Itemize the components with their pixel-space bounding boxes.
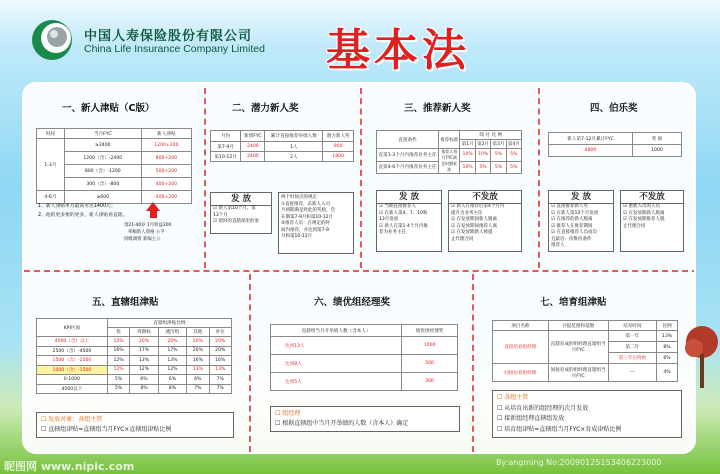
box-line: ☑ 在直接推荐人员成员: [549, 230, 613, 237]
box-line: ☑ 直接推荐新人奖: [549, 204, 613, 211]
box-line: ☐ 培育组津贴=直辖组当月FYC×育成津贴比例: [497, 425, 677, 436]
table-cell: 6%: [158, 375, 186, 385]
table-cell: 4800: [549, 145, 633, 157]
table-cell: —: [608, 364, 656, 382]
table-header: 直辖组津贴比例: [107, 319, 231, 328]
box-line: ☑ 在新人第13个月发放: [549, 211, 613, 218]
table-cell: 1-3月: [37, 139, 65, 191]
table-cell: 第二年: [608, 342, 656, 353]
table-cell: 2500（含）-4500: [37, 346, 108, 356]
table-cell: 1000: [633, 145, 682, 157]
table-cell: 16%: [209, 356, 231, 366]
table-header: 透泻组: [158, 328, 186, 337]
table-header: 绩 付 比 例: [460, 131, 522, 140]
box-title: 发 放: [211, 193, 271, 206]
table-cell: 第三年后终始: [608, 353, 656, 364]
table-cell: 13%: [130, 356, 158, 366]
table-cell: 300: [402, 373, 458, 391]
box-line: 止代理合同: [623, 223, 646, 229]
section-title: 二、潜力新人奖: [232, 103, 299, 114]
table-header: 第3月: [491, 140, 506, 149]
box-line: ☑ 在发放期推荐人脱: [621, 217, 683, 224]
table-cell: 达到5人: [271, 373, 402, 391]
table-cell: 16%: [107, 346, 129, 356]
handwritten-note-2: 率额新人资格 公平: [128, 230, 165, 235]
table-cell: 8%: [130, 384, 158, 394]
table-cell: 7%: [187, 384, 209, 394]
table-cell: 5%: [107, 384, 129, 394]
table-header: 直接条件: [377, 131, 439, 149]
table-cell: 2人: [265, 152, 323, 162]
table-header: 奖 励: [633, 133, 682, 145]
box-line: ②推荐人员：在规定的时: [281, 221, 331, 226]
excellent-manager-table: [270, 324, 458, 391]
box-line: ☑ 在发放期新人脱离: [621, 211, 683, 218]
box-title: 发 放: [377, 191, 441, 204]
box-line: ☑ 在新人第4、7、10和: [377, 211, 441, 218]
table-cell: 6%: [657, 353, 678, 364]
direct-group-rules-box: [36, 412, 234, 438]
section-title: 五、直辖组津贴: [92, 297, 159, 308]
table-cell: 2400: [241, 142, 265, 152]
table-cell: 达到13人: [271, 337, 402, 355]
table-cell: 1500（含）-2500: [37, 356, 108, 366]
box-line: ☐ 根据直辖组中当月开举绩的人数（含本人）确定: [275, 419, 455, 429]
table-cell: 800+200: [141, 152, 191, 165]
tree-icon: [684, 318, 720, 388]
table-cell: 15%: [107, 337, 129, 347]
company-name-cn: 中国人寿保险股份有限公司: [84, 29, 253, 44]
table-cell: 5%: [107, 375, 129, 385]
table-header: 补位: [209, 328, 231, 337]
box-line: ☐ 组经理: [275, 409, 455, 419]
table-cell: ≥600: [64, 191, 141, 204]
up-arrow-stem: [150, 211, 157, 218]
content-board: [22, 82, 696, 454]
table-cell: 间接培育组经理: [493, 364, 549, 382]
divider: [538, 88, 540, 268]
table-cell: 2400: [241, 152, 265, 162]
table-cell: 8%: [158, 384, 186, 394]
table-cell: 20%: [187, 346, 209, 356]
table-cell: 直第1-3个月内推荐业务主任: [377, 149, 439, 162]
table-header: 优: [107, 328, 129, 337]
table-cell: 8%: [657, 342, 678, 353]
box-line: ☑ 新人在第1-4个月内推: [377, 224, 441, 231]
table-header: 其他: [187, 328, 209, 337]
table-cell: 4-6月: [37, 191, 65, 204]
bole-table: [548, 132, 682, 157]
issue-box: [210, 192, 272, 234]
table-header: 潜力新人奖: [323, 131, 354, 142]
table-cell: 500+200: [141, 165, 191, 178]
box-line: 在期第7-9月和第10-12月: [281, 214, 333, 220]
note-2: 2、他的更多要的更多，新人津贴看直辖。: [38, 213, 128, 218]
divider: [472, 274, 474, 452]
table-cell: 900: [323, 142, 354, 152]
table-header: 项目名称: [493, 321, 549, 331]
table-cell: 4500以下: [37, 384, 108, 394]
table-cell: 500: [402, 355, 458, 373]
box-line: 13月发放: [379, 217, 399, 222]
table-header: 推荐标准: [439, 131, 460, 149]
table-cell: 16%: [187, 356, 209, 366]
table-cell: 13%: [657, 331, 678, 342]
table-cell: 第7-9月: [211, 142, 241, 152]
table-header: 新人第7-12月累计FYC: [549, 133, 633, 145]
box-line: 且最近一次维持条件: [551, 236, 592, 242]
table-cell: 12%: [130, 365, 158, 375]
table-cell: 5%: [491, 161, 506, 174]
table-cell: 17%: [130, 346, 158, 356]
issue-box: [548, 190, 614, 252]
table-cell: 13%: [158, 356, 186, 366]
box-line: ☑ 当期直接推荐人: [377, 204, 441, 211]
referral-table: [376, 130, 522, 174]
table-cell: 800（含）-1200: [64, 165, 141, 178]
company-name-en: China Life Insurance Company Limited: [84, 43, 265, 55]
table-cell: 第10-12月: [211, 152, 241, 162]
allowance-table: [36, 128, 192, 204]
table-cell: 12%: [107, 365, 129, 375]
up-arrow-icon: [146, 202, 160, 211]
table-cell: 0-1000: [37, 375, 108, 385]
box-line: ☐ 接新组经理直辖组发放: [497, 414, 677, 425]
table-cell: 1000（含）-1500: [37, 365, 108, 375]
table-header: 比例: [657, 321, 678, 331]
table-cell: 12%: [158, 365, 186, 375]
table-cell: 6%: [187, 375, 209, 385]
box-title: 不发放: [449, 191, 521, 204]
table-cell: 400+200: [141, 191, 191, 204]
section-title: 三、推荐新人奖: [404, 103, 471, 114]
table-cell: 1人: [265, 142, 323, 152]
table-cell: 20%: [158, 337, 186, 347]
table-cell: 17%: [158, 346, 186, 356]
table-cell: 5%: [506, 161, 521, 174]
box-line: ☑ 新人在推荐后第4个月内: [449, 204, 521, 211]
box-line: ☐ 从培育出新的组经理的次月发放: [497, 404, 677, 415]
table-cell: 5%: [475, 161, 490, 174]
note-1: 1、新人津贴单月最高可达1400元；: [38, 204, 116, 209]
box-line: 月和第10-12月: [281, 234, 313, 239]
divider: [24, 270, 696, 272]
table-cell: 300（含）-800: [64, 178, 141, 191]
table-cell: 20%: [209, 337, 231, 347]
box-line: ☐ 发放对象：各组主管: [41, 415, 229, 425]
box-line: ☑ 在发放期间新人脱离: [449, 217, 521, 224]
table-cell: 5%: [491, 149, 506, 162]
table-cell: 第一年: [608, 331, 656, 342]
table-header: 时间: [37, 129, 65, 139]
table-header: 当月FYC: [64, 129, 141, 139]
no-issue-box: [620, 190, 684, 252]
excellent-manager-rules-box: [270, 406, 460, 432]
table-cell: 20%: [187, 337, 209, 347]
divider: [204, 88, 206, 268]
table-cell: 20%: [130, 337, 158, 347]
handwritten-note-1: 余21-40岁 1月收益200: [124, 223, 172, 228]
table-header: 第2月: [475, 140, 490, 149]
box-line: ☑ 新人第10个月、第: [211, 206, 271, 213]
box-line: 荐为业务主任: [379, 230, 406, 235]
table-cell: 6%: [130, 375, 158, 385]
training-group-table: [492, 320, 678, 382]
box-line: 提升为业务主任: [451, 210, 483, 216]
box-line: ☐ 各组主管: [497, 393, 677, 404]
box-title: 不发放: [621, 191, 683, 204]
table-header: 累计直接推荐举绩人数: [265, 131, 323, 142]
box-line: ☑ 留时的直辖部里的参: [211, 219, 271, 226]
divider: [249, 274, 251, 452]
table-cell: 直辖育成的组经理直辖组当月FYC: [548, 331, 608, 364]
table-cell: 1800: [323, 152, 354, 162]
box-line: ☑ 在推荐的新人脱离: [549, 217, 613, 224]
table-header: 计提范围和基数: [548, 321, 608, 331]
table-header: 绩优组经理奖: [402, 325, 458, 337]
box-line: ☑ 重新入司的人员: [621, 204, 683, 211]
table-header: 培育时间: [608, 321, 656, 331]
box-line: 月初期满足时此的奖励，会: [281, 208, 335, 213]
table-cell: 达到8人: [271, 355, 402, 373]
table-cell: 4500（含）以上: [37, 337, 108, 347]
section-title: 四、伯乐奖: [590, 103, 638, 114]
handwritten-note-3: 同级调资 新编主公: [124, 237, 161, 242]
box-line: 推荐人: [551, 243, 565, 248]
table-cell: 10%: [475, 149, 490, 162]
table-cell: 10%: [460, 161, 475, 174]
table-cell: 400+200: [141, 178, 191, 191]
china-life-logo-icon: [30, 18, 74, 62]
section-title: 七、培育组津贴: [540, 297, 607, 308]
potential-award-table: [210, 130, 354, 162]
table-header: KPI区间: [37, 319, 108, 337]
box-title: 发 放: [549, 191, 613, 204]
divider: [360, 88, 362, 268]
conditions-box: [278, 192, 354, 254]
box-line: 两个时间点的规定：: [281, 195, 322, 200]
table-header: 周期标: [130, 328, 158, 337]
table-header: 新人津贴: [141, 129, 191, 139]
section-title: 六、绩优组经理奖: [314, 297, 391, 308]
table-cell: 推荐人每月FYC满足时额标准: [439, 149, 460, 174]
box-line: 止代理合同: [451, 236, 474, 242]
table-cell: 直接培育组经理: [493, 331, 549, 364]
table-cell: 间接育成的组经理直辖组当月FYC: [548, 364, 608, 382]
table-cell: 12%: [107, 356, 129, 366]
watermark-left: 昵图网 www.nipic.com: [4, 460, 135, 473]
training-group-rules-box: [492, 390, 682, 438]
table-cell: 直第4-6个月内推荐业务主任: [377, 161, 439, 174]
table-cell: 13%: [187, 365, 209, 375]
table-cell: 20%: [209, 346, 231, 356]
table-cell: 1200（含）-2400: [64, 152, 141, 165]
table-cell: 1200+200: [141, 139, 191, 152]
table-cell: 7%: [209, 375, 231, 385]
box-line: 13个月: [213, 212, 228, 218]
table-cell: 10%: [460, 149, 475, 162]
table-cell: 7%: [209, 384, 231, 394]
box-line: ①直接推荐，乐新人入司: [281, 201, 331, 207]
page-title: 基本法: [326, 25, 470, 76]
box-line: 间内推荐，并达到第7-9: [281, 227, 329, 233]
table-header: 第4月: [506, 140, 521, 149]
direct-group-table: [36, 318, 232, 394]
box-line: ☑ 推荐人在推荐期间: [549, 224, 613, 231]
table-cell: 4%: [657, 364, 678, 382]
table-cell: ≥2400: [64, 139, 141, 152]
no-issue-box: [448, 190, 522, 252]
box-line: ☑ 在发放期间推荐人离: [449, 224, 521, 231]
box-line: ☑ 在发放期新人被提: [449, 230, 521, 237]
watermark-right: By:angming No:20090125153406223000: [496, 458, 662, 467]
section-title: 一、新人津贴（C版）: [62, 103, 155, 114]
table-header: 月份: [211, 131, 241, 142]
table-header: 第1月: [460, 140, 475, 149]
table-cell: 5%: [506, 149, 521, 162]
table-cell: 13%: [209, 365, 231, 375]
table-header: 新增FYC: [241, 131, 265, 142]
issue-box: [376, 190, 442, 252]
table-cell: 1000: [402, 337, 458, 355]
table-header: 直辖组当月开举绩人数（含本人）: [271, 325, 402, 337]
box-line: ☐ 直辖组津贴=直辖组当月FYC×直辖组津贴比例: [41, 425, 229, 435]
